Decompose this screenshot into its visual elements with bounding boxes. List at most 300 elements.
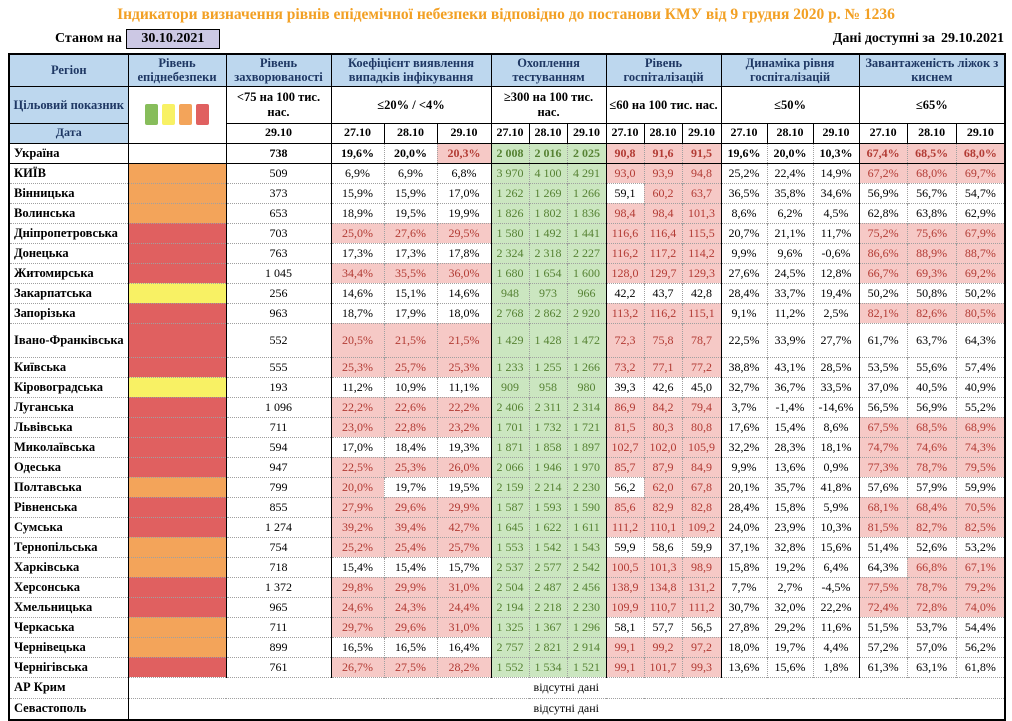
incidence-cell: 711 [226,417,331,437]
hospitalization-cell: 138,9 [606,577,644,597]
dynamics-cell: 32,0% [767,597,813,617]
dynamics-cell: 13,6% [721,657,767,677]
incidence-cell: 711 [226,617,331,637]
testing-cell: 1 580 [491,223,529,243]
col-header-region: Регіон [9,54,128,86]
target-incidence: <75 на 100 тис. нас. [226,86,331,123]
detection-cell: 6,9% [331,163,384,183]
detection-cell: 28,2% [437,657,491,677]
beds-cell: 75,2% [859,223,907,243]
dynamics-cell: 23,9% [767,517,813,537]
detection-cell: 10,9% [384,377,437,397]
dynamics-cell: 33,9% [767,323,813,357]
hospitalization-cell: 101,7 [644,657,682,677]
dynamics-cell: 8,6% [813,417,859,437]
testing-cell: 2 914 [567,637,606,657]
hospitalization-cell: 85,6 [606,497,644,517]
detection-cell: 17,9% [384,303,437,323]
region-cell: Донецька [9,243,128,263]
detection-cell: 18,7% [331,303,384,323]
sub-bar [55,28,1004,50]
detection-cell: 18,4% [384,437,437,457]
detection-cell: 18,9% [331,203,384,223]
beds-cell: 72,8% [907,597,956,617]
region-cell: Харківська [9,557,128,577]
epidemic-level-cell [128,283,226,303]
detection-cell: 25,4% [384,537,437,557]
beds-cell: 67,4% [859,143,907,163]
testing-cell: 1 472 [567,323,606,357]
region-cell: Луганська [9,397,128,417]
dynamics-cell: 27,6% [721,263,767,283]
detection-cell: 25,3% [437,357,491,377]
beds-cell: 68,9% [956,417,1005,437]
hospitalization-cell: 101,3 [644,557,682,577]
beds-cell: 75,6% [907,223,956,243]
beds-cell: 68,0% [907,163,956,183]
beds-cell: 74,3% [956,437,1005,457]
hospitalization-cell: 97,2 [682,637,721,657]
testing-cell: 1 543 [567,537,606,557]
testing-cell: 1 826 [491,203,529,223]
dynamics-cell: 11,6% [813,617,859,637]
testing-cell: 4 291 [567,163,606,183]
hospitalization-cell: 63,7 [682,183,721,203]
beds-cell: 66,8% [907,557,956,577]
testing-cell: 1 428 [529,323,567,357]
dynamics-cell: 15,8% [767,497,813,517]
table-body [9,143,1005,720]
dynamics-cell: 1,8% [813,657,859,677]
data-available-date: 29.10.2021 [941,31,1004,46]
region-cell: Миколаївська [9,437,128,457]
dynamics-cell: 22,5% [721,323,767,357]
region-cell: Волинська [9,203,128,223]
hospitalization-cell: 105,9 [682,437,721,457]
detection-cell: 22,6% [384,397,437,417]
beds-cell: 50,2% [859,283,907,303]
dynamics-cell: 20,1% [721,477,767,497]
hospitalization-cell: 115,1 [682,303,721,323]
hospitalization-cell: 94,8 [682,163,721,183]
epidemic-level-cell [128,477,226,497]
detection-cell: 20,0% [331,477,384,497]
beds-cell: 61,3% [859,657,907,677]
date-cell: 29.10 [813,123,859,143]
testing-cell: 1 593 [529,497,567,517]
detection-cell: 29,9% [384,577,437,597]
table-header [9,54,1005,143]
hospitalization-cell: 80,8 [682,417,721,437]
hospitalization-cell: 42,2 [606,283,644,303]
testing-cell: 1 534 [529,657,567,677]
incidence-cell: 855 [226,497,331,517]
dynamics-cell: 19,2% [767,557,813,577]
incidence-cell: 761 [226,657,331,677]
testing-cell: 2 025 [567,143,606,163]
beds-cell: 56,9% [859,183,907,203]
detection-cell: 17,0% [437,183,491,203]
hospitalization-cell: 101,3 [682,203,721,223]
dynamics-cell: 6,4% [813,557,859,577]
detection-cell: 15,7% [437,557,491,577]
region-cell: КИЇВ [9,163,128,183]
testing-cell: 973 [529,283,567,303]
beds-cell: 74,7% [859,437,907,457]
testing-cell: 2 318 [529,243,567,263]
dynamics-cell: 9,6% [767,243,813,263]
table-row [9,497,1005,517]
dynamics-cell: 15,6% [813,537,859,557]
table-row [9,283,1005,303]
hospitalization-cell: 114,2 [682,243,721,263]
detection-cell: 19,5% [437,477,491,497]
no-data-row [9,677,1005,698]
testing-cell: 2 920 [567,303,606,323]
epidemic-level-cell [128,243,226,263]
epidemic-level-cell [128,597,226,617]
beds-cell: 79,5% [956,457,1005,477]
testing-cell: 2 218 [529,597,567,617]
testing-cell: 1 802 [529,203,567,223]
testing-cell: 2 821 [529,637,567,657]
table-row [9,437,1005,457]
beds-cell: 53,7% [907,617,956,637]
beds-cell: 62,9% [956,203,1005,223]
date-cell: 28.10 [644,123,682,143]
detection-cell: 11,2% [331,377,384,397]
testing-cell: 2 016 [529,143,567,163]
date-row-label: Дата [9,123,128,143]
testing-cell: 1 542 [529,537,567,557]
beds-cell: 59,9% [956,477,1005,497]
date-cell: 27.10 [491,123,529,143]
beds-cell: 82,7% [907,517,956,537]
beds-cell: 86,6% [859,243,907,263]
table-row [9,637,1005,657]
hospitalization-cell: 73,2 [606,357,644,377]
dynamics-cell: 15,8% [721,557,767,577]
table-row [9,457,1005,477]
incidence-cell: 899 [226,637,331,657]
testing-cell: 1 255 [529,357,567,377]
detection-cell: 22,2% [437,397,491,417]
region-cell: Житомирська [9,263,128,283]
epidemic-level-cell [128,497,226,517]
hospitalization-cell: 78,7 [682,323,721,357]
detection-cell: 26,7% [331,657,384,677]
dynamics-cell: 29,2% [767,617,813,637]
detection-cell: 17,3% [331,243,384,263]
hospitalization-cell: 110,1 [644,517,682,537]
incidence-cell: 754 [226,537,331,557]
beds-cell: 62,8% [859,203,907,223]
beds-cell: 68,1% [859,497,907,517]
detection-cell: 15,9% [384,183,437,203]
testing-cell: 2 214 [529,477,567,497]
col-header-detection: Коефіцієнт виявлення випадків інфікування [331,54,491,86]
detection-cell: 15,4% [384,557,437,577]
page-title: Індикатори визначення рівнів епідемічної небезпеки відповідно до постанови КМУ від 9 грудня 2020 р. № 1236 [117,6,895,23]
epidemic-level-cell [128,223,226,243]
dynamics-cell: 28,4% [721,497,767,517]
hospitalization-cell: 93,9 [644,163,682,183]
indicators-table [8,53,1006,721]
beds-cell: 68,0% [956,143,1005,163]
beds-cell: 40,5% [907,377,956,397]
hospitalization-cell: 82,9 [644,497,682,517]
hospitalization-cell: 75,8 [644,323,682,357]
epidemic-level-cell [128,397,226,417]
hospitalization-cell: 77,2 [682,357,721,377]
table-row [9,537,1005,557]
epidemic-level-cell [128,163,226,183]
detection-cell: 15,1% [384,283,437,303]
beds-cell: 82,5% [956,517,1005,537]
testing-cell: 1 600 [567,263,606,283]
beds-cell: 69,3% [907,263,956,283]
dynamics-cell: 10,3% [813,517,859,537]
detection-cell: 23,2% [437,417,491,437]
testing-cell: 1 732 [529,417,567,437]
incidence-cell: 947 [226,457,331,477]
epidemic-level-cell [128,537,226,557]
region-cell: АР Крим [9,677,128,698]
region-cell: Вінницька [9,183,128,203]
epidemic-level-cell [128,303,226,323]
beds-cell: 70,5% [956,497,1005,517]
testing-cell: 1 266 [567,357,606,377]
date-cell: 28.10 [529,123,567,143]
hospitalization-cell: 81,5 [606,417,644,437]
hospitalization-cell: 117,2 [644,243,682,263]
epidemic-level-cell [128,263,226,283]
beds-cell: 56,5% [859,397,907,417]
detection-cell: 14,6% [437,283,491,303]
dynamics-cell: 13,6% [767,457,813,477]
dynamics-cell: 34,6% [813,183,859,203]
beds-cell: 79,2% [956,577,1005,597]
hospitalization-cell: 98,4 [606,203,644,223]
hospitalization-cell: 98,9 [682,557,721,577]
detection-cell: 31,0% [437,577,491,597]
testing-cell: 1 622 [529,517,567,537]
beds-cell: 66,7% [859,263,907,283]
col-header-epidemic-level: Рівень епіднебезпеки [128,54,226,86]
legend-orange-swatch [179,104,192,125]
dynamics-cell: -4,5% [813,577,859,597]
detection-cell: 19,5% [384,203,437,223]
hospitalization-cell: 116,2 [644,303,682,323]
dynamics-cell: -14,6% [813,397,859,417]
hospitalization-cell: 129,3 [682,263,721,283]
testing-cell: 1 587 [491,497,529,517]
hospitalization-cell: 99,1 [606,657,644,677]
beds-cell: 54,7% [956,183,1005,203]
beds-cell: 40,9% [956,377,1005,397]
region-cell: Закарпатська [9,283,128,303]
region-cell: Херсонська [9,577,128,597]
testing-cell: 3 970 [491,163,529,183]
table-row [9,617,1005,637]
dynamics-cell: 9,9% [721,457,767,477]
incidence-cell: 256 [226,283,331,303]
dynamics-cell: 17,6% [721,417,767,437]
hospitalization-cell: 82,8 [682,497,721,517]
dynamics-cell: 6,2% [767,203,813,223]
target-dynamics: ≤50% [721,86,859,123]
hospitalization-cell: 58,1 [606,617,644,637]
hospitalization-cell: 111,2 [606,517,644,537]
detection-cell: 21,5% [384,323,437,357]
region-cell: Тернопільська [9,537,128,557]
dynamics-cell: 9,9% [721,243,767,263]
hospitalization-cell: 58,6 [644,537,682,557]
data-available-label: Дані доступні за [832,31,935,46]
hospitalization-cell: 43,7 [644,283,682,303]
beds-cell: 67,1% [956,557,1005,577]
beds-cell: 55,6% [907,357,956,377]
hospitalization-cell: 110,7 [644,597,682,617]
beds-cell: 78,7% [907,577,956,597]
hospitalization-cell: 59,9 [606,537,644,557]
testing-cell: 2 862 [529,303,567,323]
detection-cell: 29,6% [384,497,437,517]
testing-cell: 1 871 [491,437,529,457]
testing-cell: 1 262 [491,183,529,203]
table-row [9,183,1005,203]
hospitalization-cell: 100,5 [606,557,644,577]
hospitalization-cell: 59,1 [606,183,644,203]
dynamics-cell: 3,7% [721,397,767,417]
date-cell: 28.10 [384,123,437,143]
testing-cell: 2 456 [567,577,606,597]
table-row [9,597,1005,617]
beds-cell: 78,7% [907,457,956,477]
beds-cell: 56,2% [956,637,1005,657]
hospitalization-cell: 134,8 [644,577,682,597]
incidence-cell: 965 [226,597,331,617]
dynamics-cell: 5,9% [813,497,859,517]
beds-cell: 63,1% [907,657,956,677]
beds-cell: 61,7% [859,323,907,357]
incidence-cell: 552 [226,323,331,357]
region-cell: Україна [9,143,128,163]
epidemic-level-cell [128,637,226,657]
detection-cell: 6,9% [384,163,437,183]
detection-cell: 24,4% [437,597,491,617]
table-row [9,477,1005,497]
testing-cell: 2 324 [491,243,529,263]
detection-cell: 20,3% [437,143,491,163]
target-hospitalization: ≤60 на 100 тис. нас. [606,86,721,123]
dynamics-cell: 4,5% [813,203,859,223]
incidence-cell: 653 [226,203,331,223]
detection-cell: 11,1% [437,377,491,397]
region-cell: Одеська [9,457,128,477]
date-cell: 29.10 [956,123,1005,143]
hospitalization-cell: 102,0 [644,437,682,457]
detection-cell: 35,5% [384,263,437,283]
dynamics-cell: 15,4% [767,417,813,437]
table-row [9,303,1005,323]
beds-cell: 67,5% [859,417,907,437]
region-cell: Чернівецька [9,637,128,657]
detection-cell: 17,0% [331,437,384,457]
hospitalization-cell: 116,4 [644,223,682,243]
detection-cell: 24,6% [331,597,384,617]
dynamics-cell: 9,1% [721,303,767,323]
region-cell: Кіровоградська [9,377,128,397]
detection-cell: 15,4% [331,557,384,577]
testing-cell: 4 100 [529,163,567,183]
detection-cell: 25,2% [331,537,384,557]
testing-cell: 1 553 [491,537,529,557]
beds-cell: 69,7% [956,163,1005,183]
dynamics-cell: 20,7% [721,223,767,243]
beds-cell: 50,2% [956,283,1005,303]
detection-cell: 25,7% [384,357,437,377]
region-cell: Севастополь [9,698,128,720]
incidence-cell: 799 [226,477,331,497]
testing-cell: 2 487 [529,577,567,597]
detection-cell: 19,9% [437,203,491,223]
testing-cell: 1 701 [491,417,529,437]
testing-cell: 1 441 [567,223,606,243]
testing-cell: 1 654 [529,263,567,283]
detection-cell: 22,8% [384,417,437,437]
detection-cell: 29,6% [384,617,437,637]
testing-cell: 1 492 [529,223,567,243]
dynamics-cell: 43,1% [767,357,813,377]
testing-cell: 2 194 [491,597,529,617]
beds-cell: 53,2% [956,537,1005,557]
date-cell: 27.10 [606,123,644,143]
testing-cell: 2 504 [491,577,529,597]
table-row [9,243,1005,263]
dynamics-cell: 2,7% [767,577,813,597]
beds-cell: 57,2% [859,637,907,657]
epidemic-level-cell [128,557,226,577]
testing-cell: 2 066 [491,457,529,477]
dynamics-cell: 37,1% [721,537,767,557]
hospitalization-cell: 80,3 [644,417,682,437]
hospitalization-cell: 56,2 [606,477,644,497]
detection-cell: 22,5% [331,457,384,477]
hospitalization-cell: 84,9 [682,457,721,477]
dynamics-cell: 38,8% [721,357,767,377]
dynamics-cell: 35,7% [767,477,813,497]
detection-cell: 26,0% [437,457,491,477]
incidence-cell: 738 [226,143,331,163]
incidence-cell: 963 [226,303,331,323]
dynamics-cell: 30,7% [721,597,767,617]
legend-red-swatch [196,104,209,125]
incidence-cell: 1 096 [226,397,331,417]
region-cell: Запорізька [9,303,128,323]
dynamics-cell: 24,5% [767,263,813,283]
dynamics-cell: 35,8% [767,183,813,203]
detection-cell: 27,5% [384,657,437,677]
detection-cell: 17,8% [437,243,491,263]
detection-cell: 25,3% [384,457,437,477]
dynamics-cell: 18,1% [813,437,859,457]
date-cell: 29.10 [682,123,721,143]
hospitalization-cell: 42,8 [682,283,721,303]
dynamics-cell: 19,4% [813,283,859,303]
beds-cell: 57,9% [907,477,956,497]
detection-cell: 29,9% [437,497,491,517]
